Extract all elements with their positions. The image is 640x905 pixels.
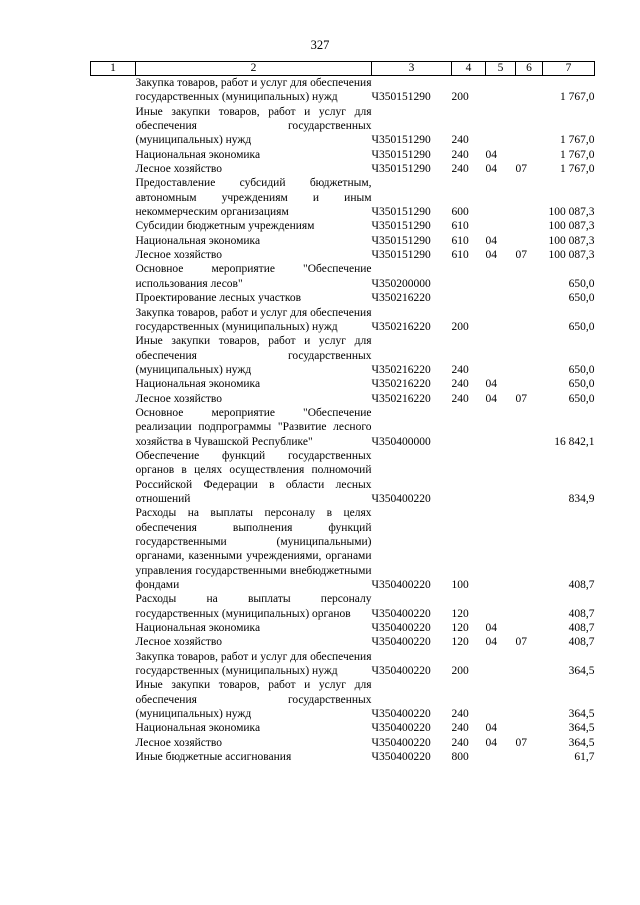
row-name-cell: Иные закупки товаров, работ и услуг для обеспечения государственных (муниципальных) нужд <box>135 335 372 376</box>
header-row <box>91 62 595 76</box>
amount-cell: 364,5 <box>568 736 595 749</box>
row-name-cell: Лесное хозяйство <box>135 249 223 262</box>
amount-cell: 650,0 <box>568 320 595 333</box>
table-row <box>91 592 595 621</box>
amount-cell: 100 087,3 <box>548 234 595 247</box>
row-index-cell <box>91 76 136 105</box>
target-code-cell: Ч350151290 <box>371 206 431 219</box>
row-index-cell <box>91 406 136 449</box>
expense-type-cell <box>452 406 486 449</box>
budget-table <box>90 61 595 765</box>
row-index-cell <box>91 678 136 721</box>
section-cell <box>486 592 516 621</box>
row-name-cell: Закупка товаров, работ и услуг для обеспечения государственных (муниципальных) нужд <box>135 650 372 678</box>
row-index-cell <box>91 262 136 291</box>
table-row <box>91 76 595 105</box>
section-cell: 04 <box>485 234 497 247</box>
expense-type-cell: 120 <box>451 607 469 620</box>
section-cell: 04 <box>485 163 497 176</box>
subsection-cell <box>516 306 543 335</box>
row-index-cell <box>91 592 136 621</box>
expense-type-cell <box>452 449 486 506</box>
row-name-cell: Закупка товаров, работ и услуг для обеспечения государственных (муниципальных) нужд <box>135 306 372 333</box>
amount-cell: 364,5 <box>568 708 595 721</box>
subsection-cell <box>516 506 543 592</box>
expense-type-cell <box>452 262 486 291</box>
target-code-cell: Ч350216220 <box>371 392 431 405</box>
row-name-cell: Основное мероприятие "Обеспечение использования лесов" <box>135 263 372 290</box>
row-name-cell: Проектирование лесных участков <box>135 292 302 305</box>
row-name-cell: Закупка товаров, работ и услуг для обеспечения государственных (муниципальных) нужд <box>135 77 372 104</box>
subsection-cell <box>516 721 543 735</box>
expense-type-cell: 100 <box>451 579 469 592</box>
subsection-cell <box>516 105 543 148</box>
row-name-cell: Иные бюджетные ассигнования <box>135 751 292 764</box>
row-index-cell <box>91 621 136 635</box>
target-code-cell: Ч350151290 <box>371 134 431 147</box>
amount-cell: 1 767,0 <box>560 91 595 104</box>
row-index-cell <box>91 506 136 592</box>
row-index-cell <box>91 291 136 305</box>
amount-cell: 408,7 <box>568 607 595 620</box>
amount-cell: 1 767,0 <box>560 134 595 147</box>
expense-type-cell: 240 <box>451 736 469 749</box>
row-name-cell: Иные закупки товаров, работ и услуг для обеспечения государственных (муниципальных) нужд <box>135 105 372 147</box>
amount-cell: 100 087,3 <box>548 220 595 233</box>
row-index-cell <box>91 105 136 148</box>
table-row <box>91 621 595 635</box>
section-cell <box>486 449 516 506</box>
section-cell <box>486 176 516 219</box>
target-code-cell: Ч350151290 <box>371 163 431 176</box>
subsection-cell <box>516 148 543 162</box>
column-header: 1 <box>91 62 136 76</box>
target-code-cell: Ч350400220 <box>371 736 431 749</box>
amount-cell: 650,0 <box>568 378 595 391</box>
row-name-cell: Национальная экономика <box>135 148 261 161</box>
table-row <box>91 392 595 406</box>
row-index-cell <box>91 650 136 679</box>
table-row <box>91 248 595 262</box>
expense-type-cell: 240 <box>451 363 469 376</box>
expense-type-cell <box>452 291 486 305</box>
target-code-cell: Ч350151290 <box>371 148 431 161</box>
row-index-cell <box>91 721 136 735</box>
target-code-cell: Ч350151290 <box>371 249 431 262</box>
subsection-cell: 07 <box>515 636 527 649</box>
subsection-cell: 07 <box>515 736 527 749</box>
table-body <box>91 76 595 765</box>
row-name-cell: Национальная экономика <box>135 722 261 735</box>
target-code-cell: Ч350151290 <box>371 220 431 233</box>
amount-cell: 650,0 <box>568 292 595 305</box>
amount-cell: 834,9 <box>568 492 595 505</box>
expense-type-cell: 800 <box>451 751 469 764</box>
row-index-cell <box>91 234 136 248</box>
column-header: 3 <box>372 62 452 76</box>
amount-cell: 408,7 <box>568 636 595 649</box>
target-code-cell: Ч350400220 <box>371 579 431 592</box>
column-header: 4 <box>452 62 486 76</box>
amount-cell: 650,0 <box>568 363 595 376</box>
subsection-cell: 07 <box>515 163 527 176</box>
expense-type-cell: 240 <box>451 163 469 176</box>
table-row <box>91 506 595 592</box>
section-cell <box>486 306 516 335</box>
section-cell <box>486 262 516 291</box>
column-header: 2 <box>136 62 372 76</box>
amount-cell: 408,7 <box>568 622 595 635</box>
section-cell: 04 <box>485 378 497 391</box>
row-index-cell <box>91 219 136 233</box>
section-cell: 04 <box>485 736 497 749</box>
table-row <box>91 449 595 506</box>
table-row <box>91 148 595 162</box>
section-cell <box>486 750 516 764</box>
target-code-cell: Ч350151290 <box>371 234 431 247</box>
table-row <box>91 219 595 233</box>
subsection-cell <box>516 176 543 219</box>
target-code-cell: Ч350216220 <box>371 378 431 391</box>
row-index-cell <box>91 736 136 750</box>
subsection-cell <box>516 334 543 377</box>
row-index-cell <box>91 162 136 176</box>
target-code-cell: Ч350400220 <box>371 492 431 505</box>
target-code-cell: Ч350216220 <box>371 292 431 305</box>
table-row <box>91 721 595 735</box>
section-cell <box>486 76 516 105</box>
row-name-cell: Лесное хозяйство <box>135 163 223 176</box>
section-cell <box>486 506 516 592</box>
amount-cell: 16 842,1 <box>554 435 595 448</box>
expense-type-cell: 240 <box>451 708 469 721</box>
expense-type-cell: 200 <box>451 320 469 333</box>
target-code-cell: Ч350400220 <box>371 722 431 735</box>
row-name-cell: Субсидии бюджетным учреждениям <box>135 220 315 233</box>
subsection-cell <box>516 291 543 305</box>
target-code-cell: Ч350151290 <box>371 91 431 104</box>
subsection-cell <box>516 377 543 391</box>
table-row <box>91 334 595 377</box>
expense-type-cell: 200 <box>451 665 469 678</box>
amount-cell: 100 087,3 <box>548 206 595 219</box>
amount-cell: 650,0 <box>568 277 595 290</box>
row-name-cell: Расходы на выплаты персоналу в целях обеспечения выполнения функций государственными (муниципальными) органами, казенными учреждениями, органами управления государственными внебюджетными фондами <box>135 507 372 592</box>
row-index-cell <box>91 449 136 506</box>
row-name-cell: Расходы на выплаты персоналу государственных (муниципальных) органов <box>135 593 372 620</box>
section-cell <box>486 334 516 377</box>
row-index-cell <box>91 750 136 764</box>
subsection-cell <box>516 592 543 621</box>
amount-cell: 364,5 <box>568 665 595 678</box>
target-code-cell: Ч350400220 <box>371 636 431 649</box>
section-cell: 04 <box>485 636 497 649</box>
table-row <box>91 162 595 176</box>
row-name-cell: Иные закупки товаров, работ и услуг для обеспечения государственных (муниципальных) нужд <box>135 679 372 721</box>
amount-cell: 1 767,0 <box>560 148 595 161</box>
table-row <box>91 176 595 219</box>
expense-type-cell: 240 <box>451 378 469 391</box>
section-cell <box>486 678 516 721</box>
expense-type-cell: 600 <box>451 206 469 219</box>
amount-cell: 100 087,3 <box>548 249 595 262</box>
target-code-cell: Ч350200000 <box>371 277 431 290</box>
target-code-cell: Ч350400220 <box>371 665 431 678</box>
row-name-cell: Лесное хозяйство <box>135 736 223 749</box>
row-index-cell <box>91 306 136 335</box>
table-row <box>91 234 595 248</box>
amount-cell: 1 767,0 <box>560 163 595 176</box>
column-header: 6 <box>516 62 543 76</box>
table-row <box>91 105 595 148</box>
row-index-cell <box>91 148 136 162</box>
section-cell <box>486 105 516 148</box>
table-row <box>91 291 595 305</box>
section-cell <box>486 219 516 233</box>
amount-cell: 408,7 <box>568 579 595 592</box>
section-cell: 04 <box>485 722 497 735</box>
section-cell: 04 <box>485 249 497 262</box>
subsection-cell <box>516 621 543 635</box>
subsection-cell: 07 <box>515 392 527 405</box>
subsection-cell: 07 <box>515 249 527 262</box>
expense-type-cell: 610 <box>451 234 469 247</box>
section-cell: 04 <box>485 622 497 635</box>
section-cell <box>486 650 516 679</box>
row-index-cell <box>91 635 136 649</box>
row-index-cell <box>91 392 136 406</box>
subsection-cell <box>516 678 543 721</box>
subsection-cell <box>516 234 543 248</box>
table-row <box>91 306 595 335</box>
target-code-cell: Ч350400220 <box>371 708 431 721</box>
column-header: 7 <box>543 62 595 76</box>
section-cell <box>486 406 516 449</box>
target-code-cell: Ч350216220 <box>371 320 431 333</box>
row-name-cell: Национальная экономика <box>135 378 261 391</box>
row-index-cell <box>91 248 136 262</box>
expense-type-cell: 200 <box>451 91 469 104</box>
expense-type-cell: 240 <box>451 148 469 161</box>
section-cell: 04 <box>485 392 497 405</box>
table-row <box>91 635 595 649</box>
subsection-cell <box>516 262 543 291</box>
section-cell <box>486 291 516 305</box>
table-row <box>91 406 595 449</box>
expense-type-cell: 240 <box>451 134 469 147</box>
expense-type-cell: 610 <box>451 249 469 262</box>
expense-type-cell: 240 <box>451 722 469 735</box>
row-name-cell: Национальная экономика <box>135 234 261 247</box>
table-row <box>91 750 595 764</box>
amount-cell: 364,5 <box>568 722 595 735</box>
row-index-cell <box>91 176 136 219</box>
table-row <box>91 262 595 291</box>
subsection-cell <box>516 650 543 679</box>
amount-cell: 650,0 <box>568 392 595 405</box>
row-index-cell <box>91 377 136 391</box>
table-row <box>91 377 595 391</box>
amount-cell: 61,7 <box>574 751 595 764</box>
subsection-cell <box>516 406 543 449</box>
row-index-cell <box>91 334 136 377</box>
row-name-cell: Предоставление субсидий бюджетным, автономным учреждениям и иным некоммерческим организациям <box>135 177 372 219</box>
column-header: 5 <box>486 62 516 76</box>
section-cell: 04 <box>485 148 497 161</box>
row-name-cell: Национальная экономика <box>135 622 261 635</box>
table-row <box>91 736 595 750</box>
table-row <box>91 650 595 679</box>
target-code-cell: Ч350216220 <box>371 363 431 376</box>
table-row <box>91 678 595 721</box>
target-code-cell: Ч350400220 <box>371 607 431 620</box>
expense-type-cell: 120 <box>451 636 469 649</box>
row-name-cell: Лесное хозяйство <box>135 636 223 649</box>
target-code-cell: Ч350400220 <box>371 622 431 635</box>
subsection-cell <box>516 449 543 506</box>
subsection-cell <box>516 76 543 105</box>
subsection-cell <box>516 219 543 233</box>
expense-type-cell: 120 <box>451 622 469 635</box>
subsection-cell <box>516 750 543 764</box>
row-name-cell: Основное мероприятие "Обеспечение реализации подпрограммы "Развитие лесного хозяйства в Чувашской Республике" <box>135 406 372 448</box>
row-name-cell: Лесное хозяйство <box>135 392 223 405</box>
expense-type-cell: 610 <box>451 220 469 233</box>
page-number: 327 <box>310 38 330 52</box>
target-code-cell: Ч350400220 <box>371 751 431 764</box>
target-code-cell: Ч350400000 <box>371 435 431 448</box>
expense-type-cell: 240 <box>451 392 469 405</box>
row-name-cell: Обеспечение функций государственных органов в целях осуществления полномочий Российской Федерации в области лесных отношений <box>135 449 372 505</box>
